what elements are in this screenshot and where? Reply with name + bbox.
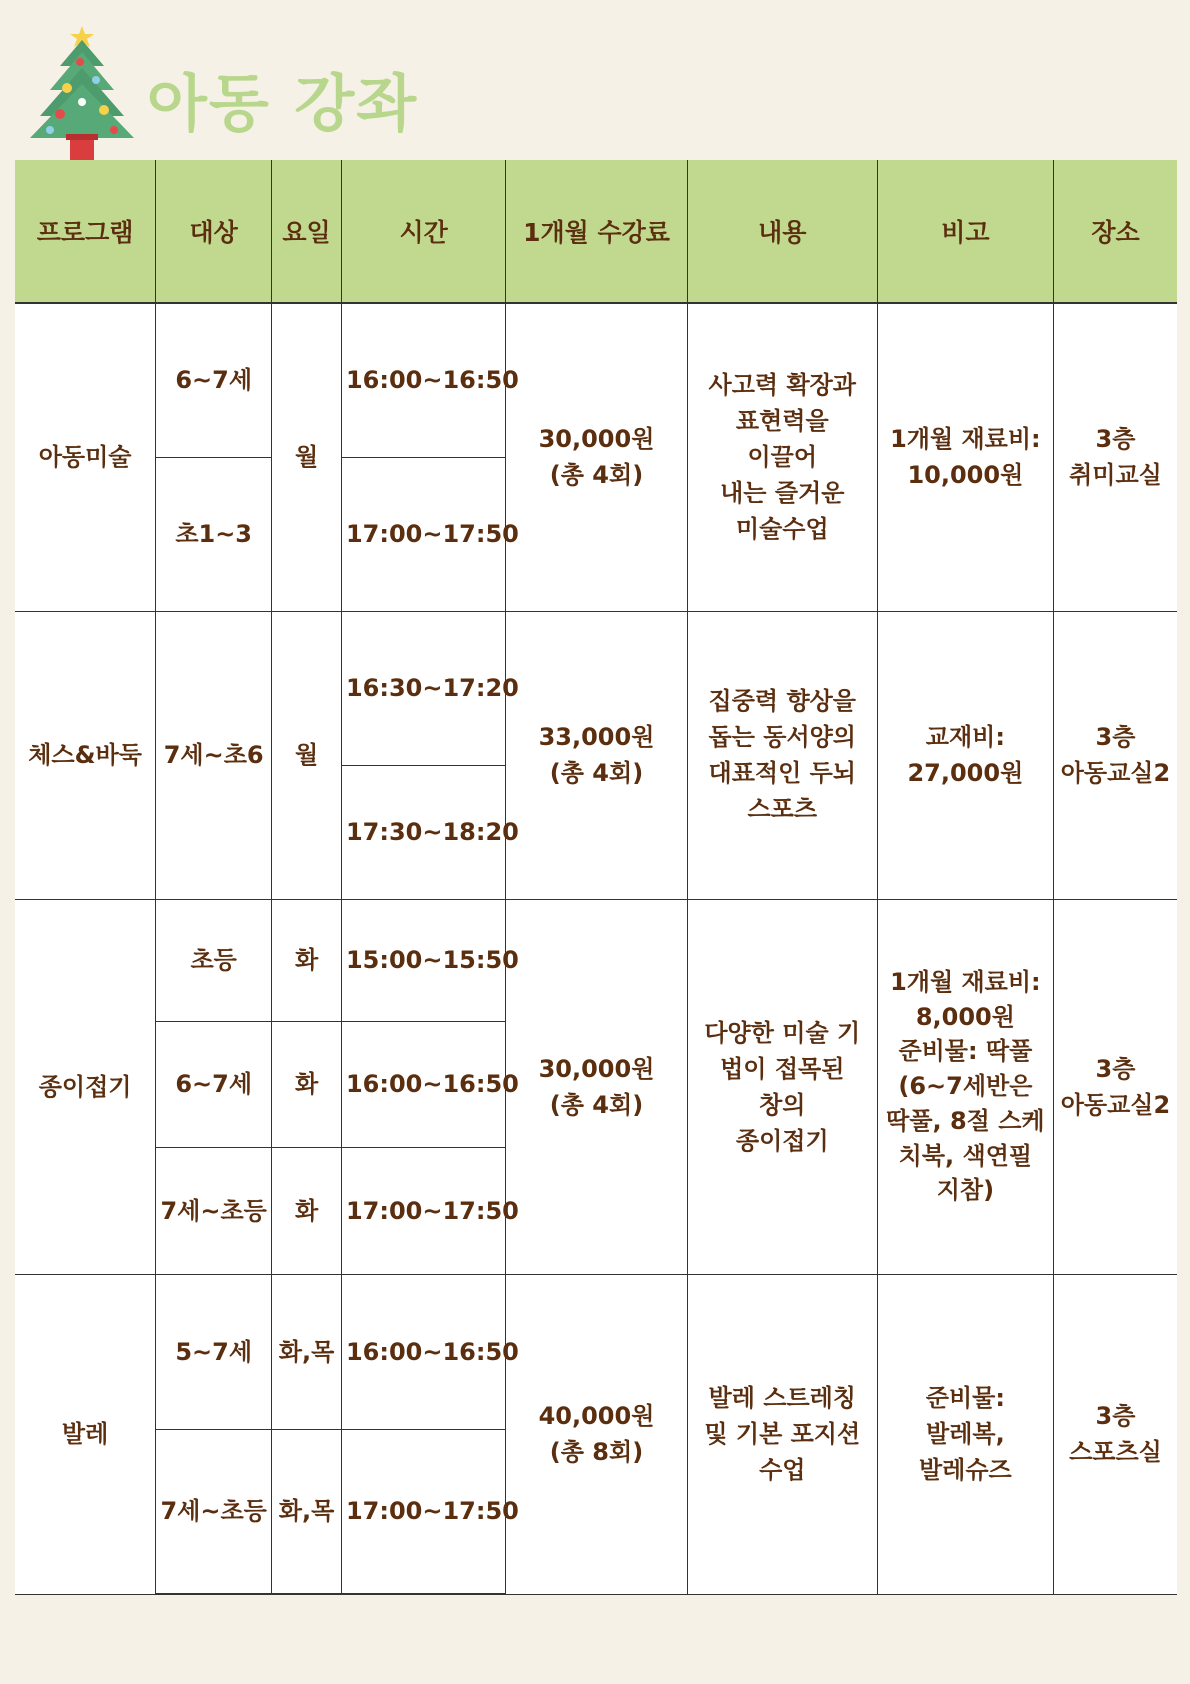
program-name: 체스&바둑 [15, 611, 156, 899]
place-line: 아동교실2 [1060, 759, 1171, 787]
table-row [15, 303, 1177, 457]
target-cell: 7세~초6 [156, 611, 272, 899]
day-cell: 월 [272, 611, 342, 899]
day-cell: 월 [272, 303, 342, 611]
target-cell: 7세~초등 [156, 1147, 272, 1274]
fee-amount: 30,000원 [538, 425, 655, 454]
program-name: 종이접기 [15, 899, 156, 1274]
content-line: 표현력을 [735, 407, 829, 436]
content-line: 이끌어 [747, 443, 818, 472]
place-cell [1053, 303, 1177, 611]
content-line: 및 기본 포지션 [704, 1420, 861, 1448]
column-header-content: 내용 [687, 160, 877, 303]
note-line: 치북, 색연필 [898, 1141, 1033, 1170]
column-header-target: 대상 [156, 160, 272, 303]
place-cell [1053, 1274, 1177, 1594]
fee-cell [506, 611, 687, 899]
time-cell: 15:00~15:50 [341, 899, 505, 1021]
column-header-place: 장소 [1053, 160, 1177, 303]
program-name: 발레 [15, 1274, 156, 1594]
target-cell: 초1~3 [156, 457, 272, 611]
column-header-note: 비고 [877, 160, 1053, 303]
time-cell: 17:00~17:50 [341, 1147, 505, 1274]
fee-cell [506, 1274, 687, 1594]
note-line: 준비물: 딱풀 [898, 1037, 1033, 1066]
note-line: 27,000원 [907, 759, 1024, 787]
note-cell [877, 611, 1053, 899]
content-line: 법이 접목된 [720, 1054, 845, 1083]
fee-amount: 30,000원 [538, 1054, 655, 1083]
target-cell: 초등 [156, 899, 272, 1021]
content-line: 대표적인 두뇌 [708, 759, 856, 787]
table-row [15, 899, 1177, 1021]
note-line: 1개월 재료비: [890, 425, 1041, 454]
note-line: 발레슈즈 [919, 1456, 1012, 1484]
time-cell: 17:00~17:50 [341, 457, 505, 611]
content-line: 다양한 미술 기 [704, 1018, 861, 1047]
column-header-time: 시간 [341, 160, 505, 303]
page-title: 아동 강좌 [147, 67, 419, 140]
place-line: 3층 [1095, 1054, 1136, 1083]
fee-count: (총 4회) [549, 461, 644, 490]
content-cell [687, 303, 877, 611]
program-schedule-table [15, 160, 1177, 1595]
fee-amount: 33,000원 [538, 723, 655, 751]
place-cell [1053, 899, 1177, 1274]
note-line: 교재비: [925, 723, 1005, 751]
time-cell: 17:30~18:20 [341, 765, 505, 899]
fee-amount: 40,000원 [538, 1402, 655, 1430]
content-line: 돕는 동서양의 [708, 723, 856, 751]
target-cell: 6~7세 [156, 1021, 272, 1147]
table-header-row [15, 160, 1177, 303]
fee-cell [506, 303, 687, 611]
content-cell [687, 611, 877, 899]
time-cell: 16:00~16:50 [341, 1274, 505, 1429]
day-cell: 화 [272, 1147, 342, 1274]
note-line: 준비물: [925, 1384, 1005, 1412]
note-cell [877, 899, 1053, 1274]
christmas-tree-icon [22, 18, 142, 163]
note-line: 8,000원 [915, 1002, 1015, 1031]
table-row [15, 611, 1177, 765]
content-line: 사고력 확장과 [708, 371, 856, 400]
day-cell: 화 [272, 899, 342, 1021]
column-header-fee: 1개월 수강료 [506, 160, 687, 303]
content-line: 발레 스트레칭 [708, 1384, 856, 1412]
note-line: 1개월 재료비: [890, 967, 1041, 996]
content-line: 수업 [759, 1456, 806, 1484]
target-cell: 6~7세 [156, 303, 272, 457]
column-header-program: 프로그램 [15, 160, 156, 303]
fee-count: (총 4회) [549, 759, 644, 787]
target-cell: 7세~초등 [156, 1429, 272, 1594]
content-line: 종이접기 [735, 1126, 829, 1155]
note-cell [877, 1274, 1053, 1594]
place-cell [1053, 611, 1177, 899]
fee-count: (총 8회) [549, 1438, 644, 1466]
place-line: 스포츠실 [1069, 1438, 1162, 1466]
day-cell: 화 [272, 1021, 342, 1147]
day-cell: 화,목 [272, 1274, 342, 1429]
note-cell [877, 303, 1053, 611]
content-cell [687, 899, 877, 1274]
content-line: 집중력 향상을 [708, 687, 856, 715]
target-cell: 5~7세 [156, 1274, 272, 1429]
place-line: 취미교실 [1069, 461, 1162, 490]
content-line: 내는 즐거운 [720, 479, 845, 508]
place-line: 3층 [1095, 723, 1136, 751]
table-row [15, 1274, 1177, 1429]
place-line: 3층 [1095, 425, 1136, 454]
note-line: 지참) [936, 1176, 995, 1205]
page-header [22, 18, 622, 168]
time-cell: 17:00~17:50 [341, 1429, 505, 1594]
place-line: 3층 [1095, 1402, 1136, 1430]
content-line: 스포츠 [747, 795, 818, 823]
fee-cell [506, 899, 687, 1274]
content-line: 미술수업 [735, 515, 829, 544]
program-name: 아동미술 [15, 303, 156, 611]
content-cell [687, 1274, 877, 1594]
note-line: (6~7세반은 [898, 1072, 1033, 1101]
time-cell: 16:30~17:20 [341, 611, 505, 765]
note-line: 10,000원 [907, 461, 1024, 490]
note-line: 딱풀, 8절 스케 [886, 1106, 1045, 1135]
column-header-day: 요일 [272, 160, 342, 303]
fee-count: (총 4회) [549, 1090, 644, 1119]
day-cell: 화,목 [272, 1429, 342, 1594]
content-line: 창의 [759, 1090, 806, 1119]
time-cell: 16:00~16:50 [341, 1021, 505, 1147]
note-line: 발레복, [926, 1420, 1005, 1448]
time-cell: 16:00~16:50 [341, 303, 505, 457]
place-line: 아동교실2 [1060, 1090, 1171, 1119]
